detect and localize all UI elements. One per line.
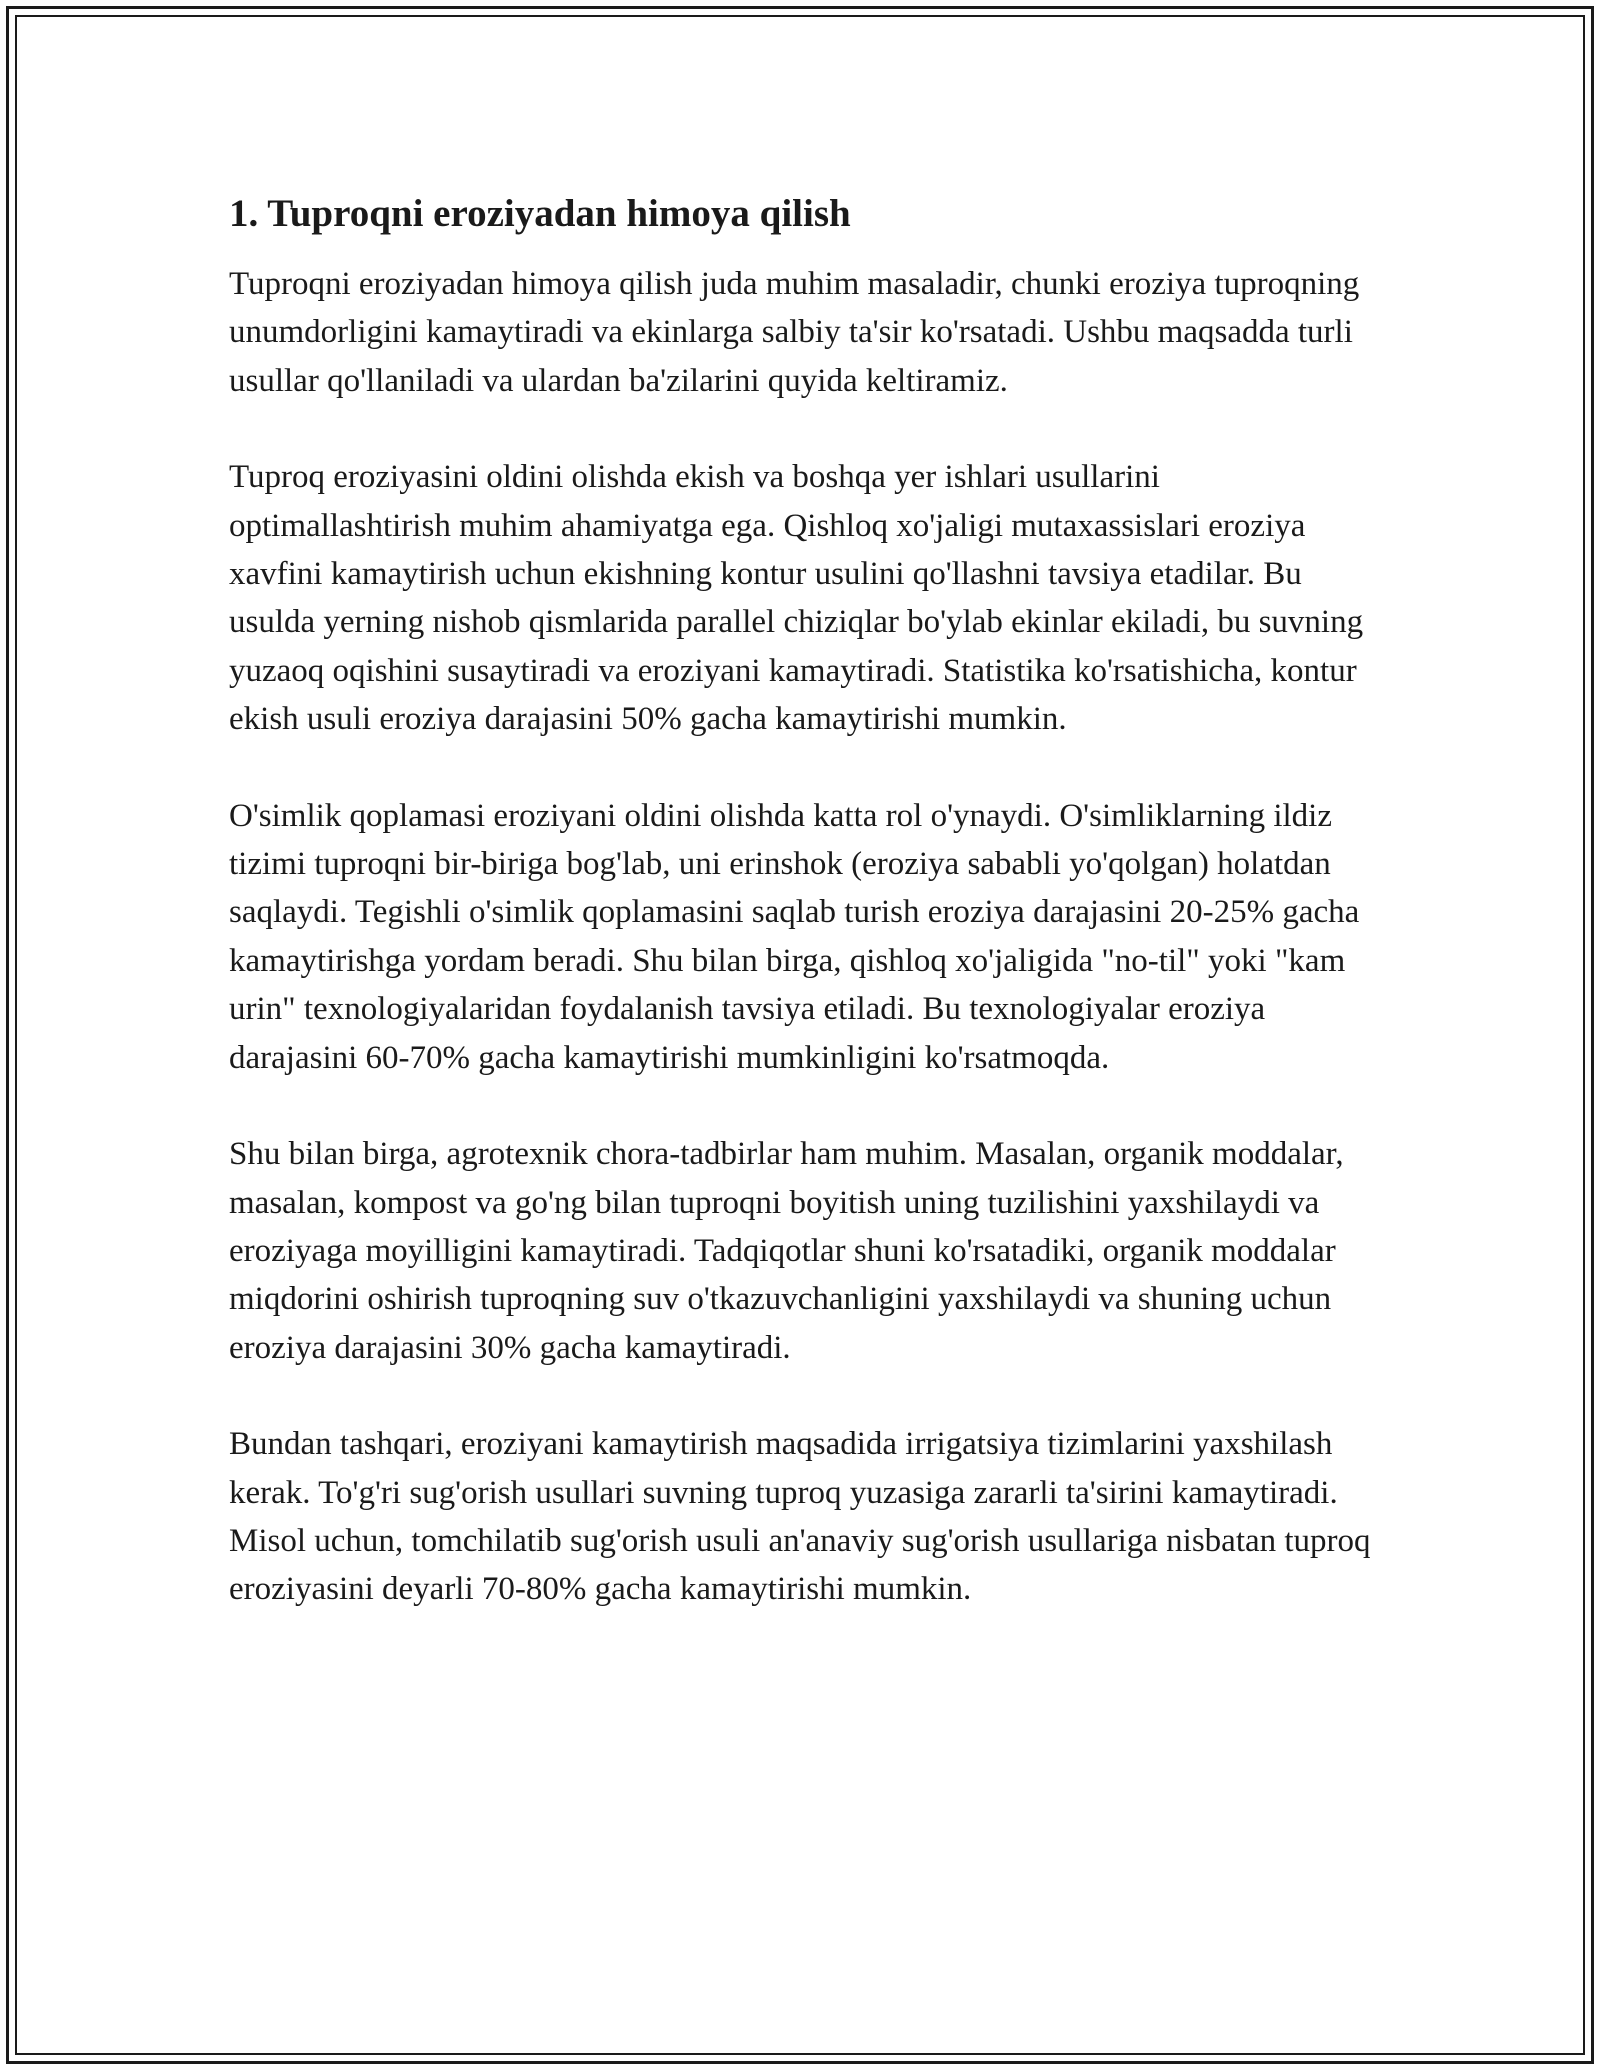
paragraph-contour-planting: Tuproq eroziyasini oldini olishda ekish va boshqa yer ishlari usullarini optimallashtirish muhim ahamiyatga ega. Qishloq xo'jaligi mutaxassislari eroziya xavfini kamaytirish uchun ekishning kontur usulini qo'llashni tavsiya etadilar. Bu usulda yerning nishob qismlarida parallel chiziqlar bo'ylab ekinlar ekiladi, bu suvning yuzaoq oqishini susaytiradi va eroziyani kamaytiradi. Statistika ko'rsatishicha, kontur ekish usuli eroziya darajasini 50% gacha kamaytirishi mumkin. (229, 459, 1364, 738)
paragraph-plant-cover: O'simlik qoplamasi eroziyani oldini olishda katta rol o'ynaydi. O'simliklarning ildiz tizimi tuproqni bir-biriga bog'lab, uni erinshok (eroziya sababli yo'qolgan) holatdan saqlaydi. Tegishli o'simlik qoplamasini saqlab turish eroziya darajasini 20-25% gacha kamaytirishga yordam beradi. Shu bilan birga, qishloq xo'jaligida "no-til" yoki "kam urin" texnologiyalaridan foydalanish tavsiya etiladi. Bu texnologiyalar eroziya darajasini 60-70% gacha kamaytirishi mumkinligini ko'rsatmoqda. (229, 797, 1360, 1076)
paragraph-agrotechnical: Shu bilan birga, agrotexnik chora-tadbirlar ham muhim. Masalan, organik moddalar, masalan, kompost va go'ng bilan tuproqni boyitish uning tuzilishini yaxshilaydi va eroziyaga moyilligini kamaytiradi. Tadqiqotlar shuni ko'rsatadiki, organik moddalar miqdorini oshirish tuproqning suv o'tkazuvchanligini yaxshilaydi va shuning uchun eroziya darajasini 30% gacha kamaytiradi. (229, 1136, 1344, 1366)
section-heading: 1. Tuproqni eroziyadan himoya qilish (229, 192, 851, 235)
paragraph-irrigation: Bundan tashqari, eroziyani kamaytirish maqsadida irrigatsiya tizimlarini yaxshilash kerak. To'g'ri sug'orish usullari suvning tuproq yuzasiga zararli ta'sirini kamaytiradi. Misol uchun, tomchilatib sug'orish usuli an'anaviy sug'orish usullariga nisbatan tuproq eroziyasini deyarli 70-80% gacha kamaytirishi mumkin. (229, 1426, 1371, 1608)
document-body (229, 188, 1389, 1662)
paragraph-intro: Tuproqni eroziyadan himoya qilish juda muhim masaladir, chunki eroziya tuproqning unumdorligini kamaytiradi va ekinlarga salbiy ta'sir ko'rsatadi. Ushbu maqsadda turli usullar qo'llaniladi va ulardan ba'zilarini quyida keltiramiz. (229, 266, 1360, 399)
